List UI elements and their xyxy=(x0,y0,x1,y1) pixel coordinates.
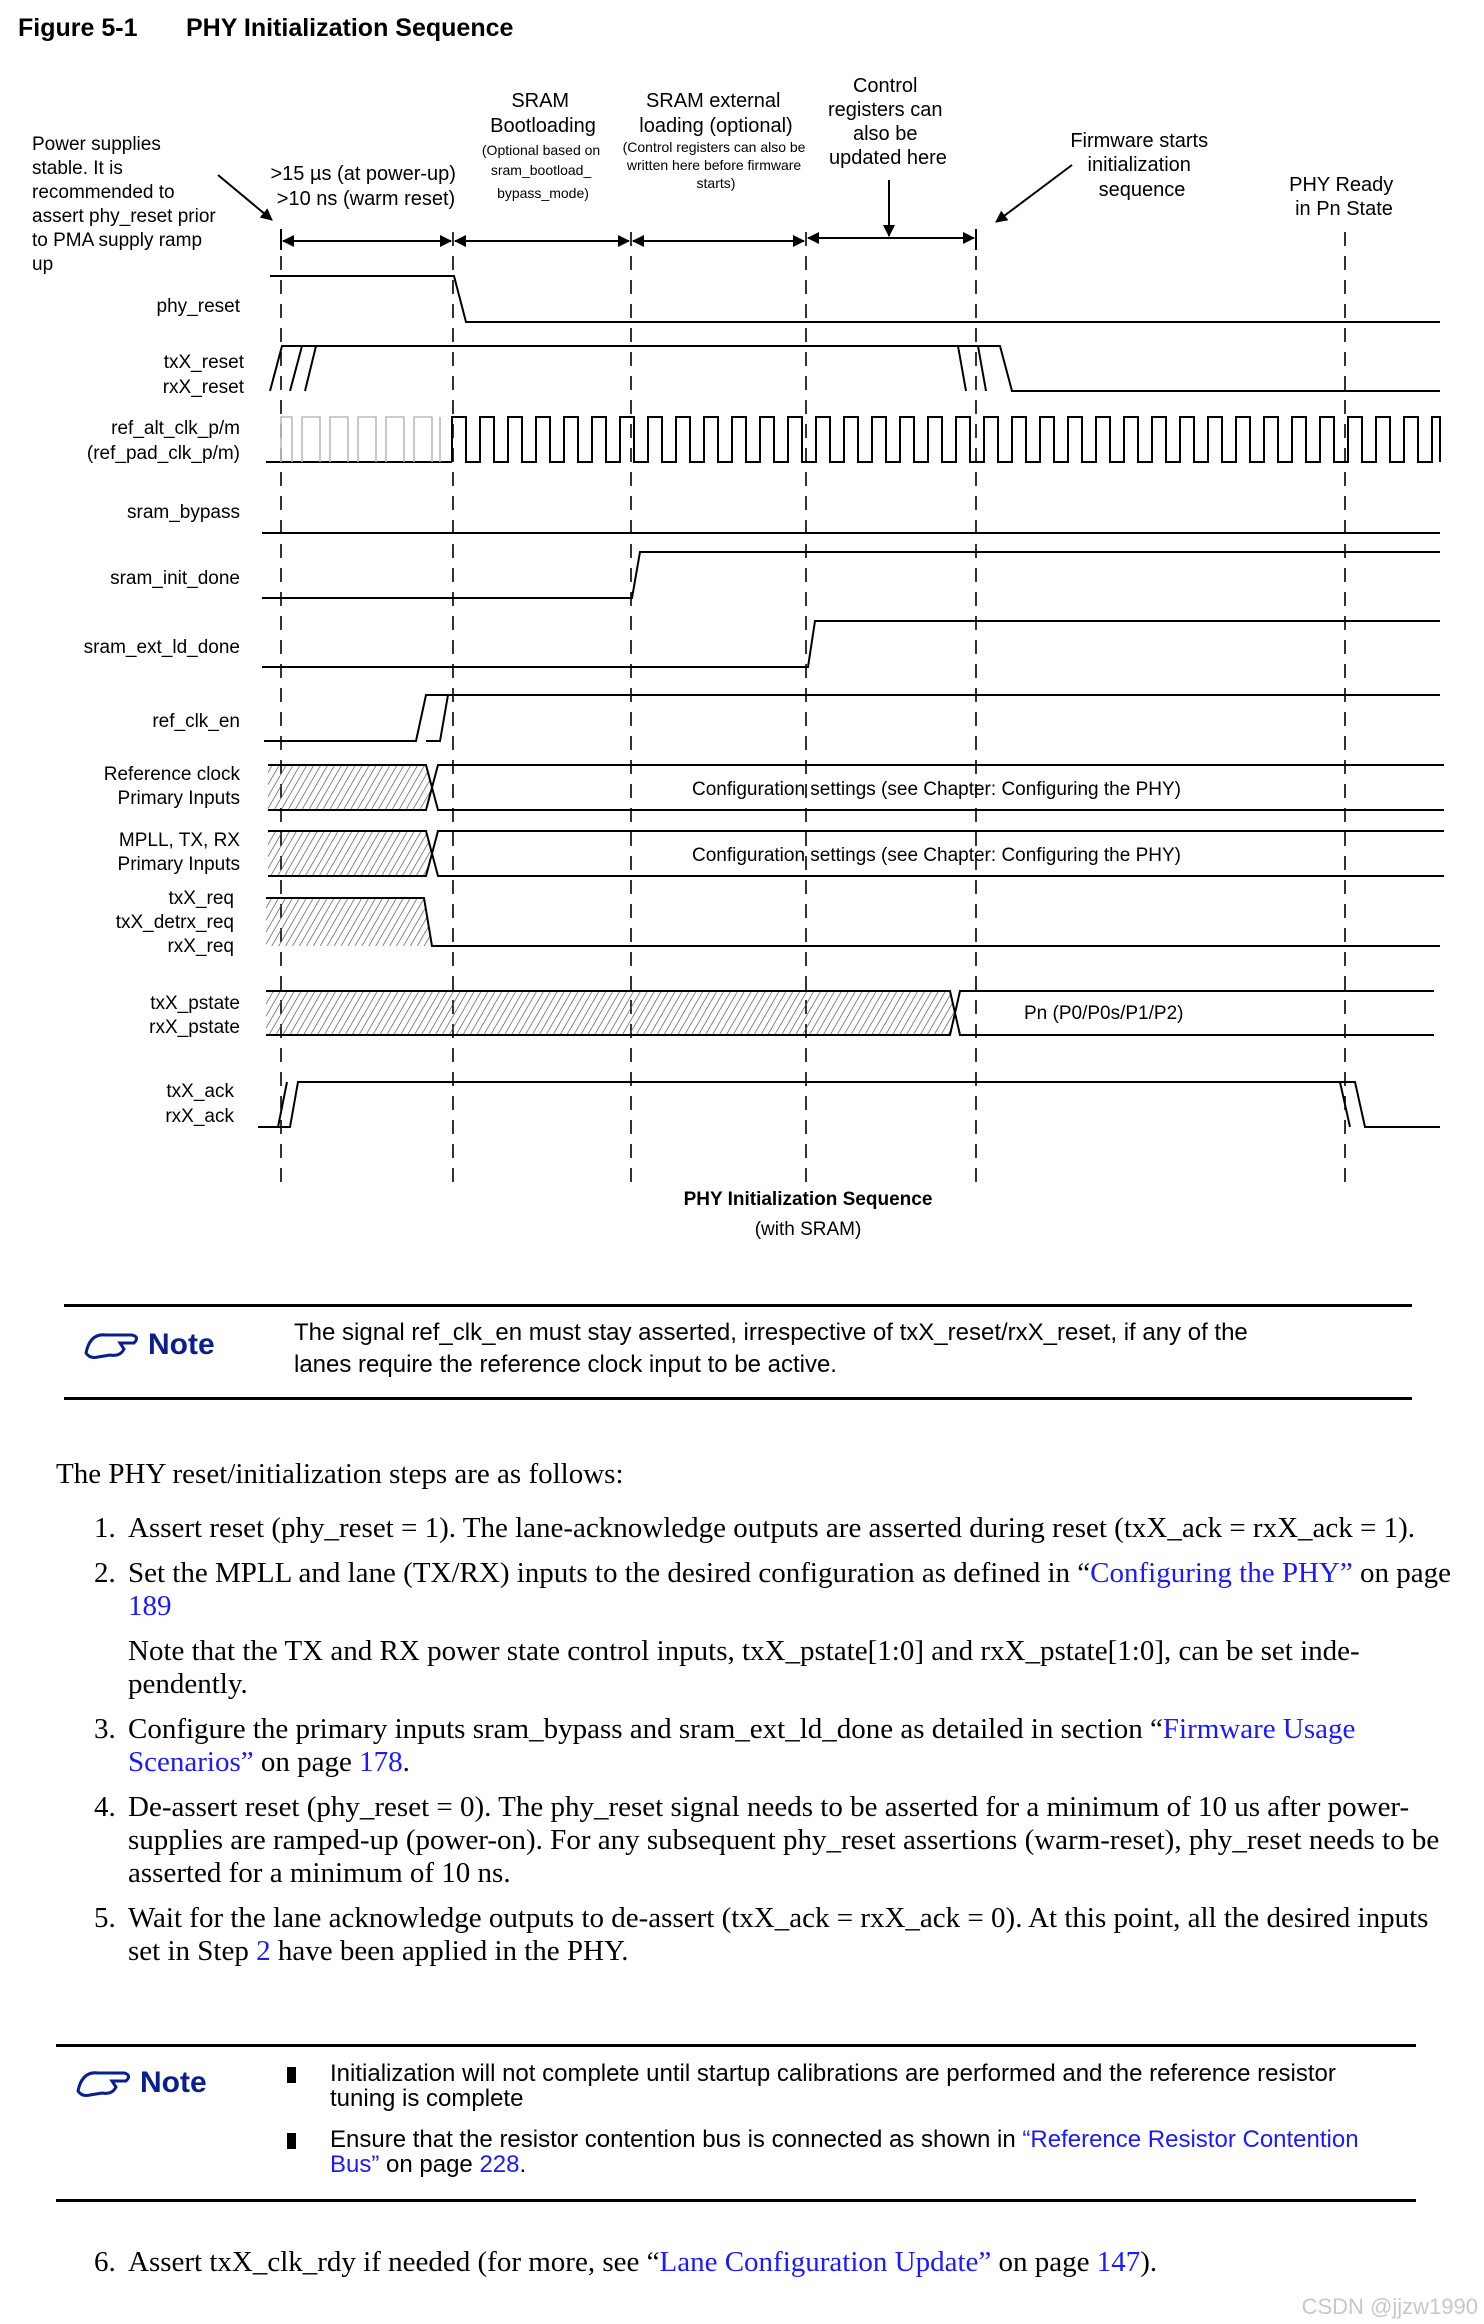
steps-list xyxy=(56,1512,1456,1968)
note-text-1: The signal ref_clk_en must stay asserted, irrespective of txX_reset/rxX_reset, if any of the lanes require the reference clock input to be active. xyxy=(294,1319,1248,1378)
signal-label-ref-clk: ref_alt_clk_p/m (ref_pad_clk_p/m) xyxy=(86,418,240,464)
sram-bootloading-label: SRAM Bootloading xyxy=(490,90,596,137)
signal-label-ack: txX_ack rxX_ack xyxy=(165,1081,234,1127)
link-reference-resistor-contention-bus[interactable]: “Reference Resistor Contention Bus” xyxy=(330,2126,1359,2178)
steps-intro: The PHY reset/initialization steps are as follows: xyxy=(56,1458,624,1490)
firmware-arrow-icon xyxy=(996,165,1072,222)
signal-label-req: txX_req txX_detrx_req rxX_req xyxy=(115,888,234,957)
step-1: 1. Assert reset (phy_reset = 1). The lane-acknowledge outputs are asserted during reset (txX_ack = rxX_ack = 1). xyxy=(94,1512,1416,1544)
link-page-147[interactable]: 147 xyxy=(1096,2246,1141,2278)
step-2-subnote: Note that the TX and RX power state control inputs, txX_pstate[1:0] and rxX_pstate[1:0], can be set inde-pendently. xyxy=(128,1635,1360,1700)
link-page-228[interactable]: 228 xyxy=(479,2151,520,2178)
config-settings-mpll: Configuration settings (see Chapter: Configuring the PHY) xyxy=(692,845,1181,866)
figure-title-text: PHY Initialization Sequence xyxy=(186,14,514,42)
link-page-178[interactable]: 178 xyxy=(359,1746,403,1778)
diagram-caption-title: PHY Initialization Sequence xyxy=(683,1189,933,1210)
watermark: CSDN @jjzw1990 xyxy=(1301,2294,1478,2319)
config-settings-refclk: Configuration settings (see Chapter: Configuring the PHY) xyxy=(692,779,1181,800)
note-box-2 xyxy=(56,2044,1416,2202)
wave-ref-clk-en xyxy=(264,695,1440,741)
wave-phy-reset xyxy=(270,276,1440,322)
wave-req xyxy=(266,898,1440,946)
wave-sram-init-done xyxy=(262,552,1440,598)
wave-pstate xyxy=(266,991,1434,1035)
sram-bootloading-note: (Optional based on sram_bootload_ bypass_mode) xyxy=(481,142,601,201)
link-step-2[interactable]: 2 xyxy=(256,1935,271,1967)
figure-number: Figure 5-1 xyxy=(18,14,138,42)
step-2: 2. Set the MPLL and lane (TX/RX) inputs to the desired configuration as defined in “Configuring the PHY” on page 189 Note that the TX and RX power state control inputs, txX_pstate[1:0] and rxX_pstate[1:0], can be set inde-pendently. xyxy=(56,1557,1456,1701)
step-6: 6. Assert txX_clk_rdy if needed (for more, see “Lane Configuration Update” on page 147). xyxy=(94,2246,1158,2278)
note-bullet-2: Ensure that the resistor contention bus is connected as shown in “Reference Resistor Contention Bus” on page 228. xyxy=(56,2127,1396,2177)
signal-label-phy-reset: phy_reset xyxy=(156,296,240,317)
power-arrow-icon xyxy=(218,175,272,220)
note-label-2: Note xyxy=(76,2065,207,2101)
signal-label-pstate: txX_pstate rxX_pstate xyxy=(149,993,240,1038)
pointing-hand-icon xyxy=(84,1327,144,1363)
link-page-189[interactable]: 189 xyxy=(128,1590,172,1622)
step-4: 4. De-assert reset (phy_reset = 0). The phy_reset signal needs to be asserted for a minimum of 10 us after power-supplies are ramped-up (power-on). For any subsequent phy_reset assertions (warm-reset), phy_reset needs to be asserted for a minimum of 10 ns. xyxy=(94,1791,1440,1889)
dashed-guides xyxy=(281,232,1345,1185)
bullet-icon xyxy=(287,2133,296,2149)
steps-list-continued xyxy=(56,2246,1456,2279)
diagram-caption-subtitle: (with SRAM) xyxy=(754,1219,862,1240)
signal-label-refclk-primary: Reference clock Primary Inputs xyxy=(103,764,240,809)
sram-external-note: (Control registers can also be written here before firmware starts) xyxy=(622,139,806,191)
control-registers-label: Control registers can also be updated here xyxy=(827,75,947,169)
signal-label-sram-init-done: sram_init_done xyxy=(110,568,240,589)
wave-ack xyxy=(258,1082,1440,1127)
wave-sram-ext-ld-done xyxy=(262,621,1440,667)
note-label-1: Note xyxy=(84,1327,215,1363)
link-configuring-the-phy[interactable]: Configuring the PHY” xyxy=(1090,1557,1353,1589)
bullet-icon xyxy=(287,2067,296,2083)
annotations xyxy=(32,75,1399,275)
signal-label-reset: txX_reset rxX_reset xyxy=(162,352,244,398)
wave-ref-clk xyxy=(266,417,1440,462)
bus-values xyxy=(692,779,1183,1024)
link-lane-configuration-update[interactable]: Lane Configuration Update” xyxy=(659,2246,992,2278)
step-3: 3. Configure the primary inputs sram_bypass and sram_ext_ld_done as detailed in section “Firmware Usage Scenarios” on page 178. xyxy=(94,1713,1356,1778)
link-firmware-usage-scenarios[interactable]: Firmware Usage Scenarios” xyxy=(128,1713,1356,1778)
sram-external-label: SRAM external loading (optional) xyxy=(639,90,793,137)
waveforms xyxy=(258,276,1444,1127)
step-5: 5. Wait for the lane acknowledge outputs to de-assert (txX_ack = rxX_ack = 0). At this point, all the desired inputs set in Step 2 have been applied in the PHY. xyxy=(94,1902,1429,1967)
phy-ready-label: PHY Ready in Pn State xyxy=(1289,174,1394,220)
interval-arrows xyxy=(281,229,976,250)
reset-timing-label: >15 µs (at power-up) >10 ns (warm reset) xyxy=(270,163,456,210)
pstate-value: Pn (P0/P0s/P1/P2) xyxy=(1024,1003,1184,1024)
signal-label-sram-bypass: sram_bypass xyxy=(127,502,240,523)
wave-tx-rx-reset xyxy=(270,346,1440,391)
signal-label-sram-ext-ld-done: sram_ext_ld_done xyxy=(83,637,240,658)
note-bullet-1: Initialization will not complete until startup calibrations are performed and the reference resistor tuning is complete xyxy=(56,2061,1396,2111)
note-box-1 xyxy=(64,1304,1412,1400)
signal-label-mpll-primary: MPLL, TX, RX Primary Inputs xyxy=(117,830,240,875)
power-supplies-note: Power supplies stable. It is recommended to assert phy_reset prior to PMA supply ramp up xyxy=(32,134,216,275)
signal-label-ref-clk-en: ref_clk_en xyxy=(152,711,240,732)
signal-labels xyxy=(84,296,245,1127)
firmware-starts-label: Firmware starts initialization sequence xyxy=(1070,130,1209,201)
